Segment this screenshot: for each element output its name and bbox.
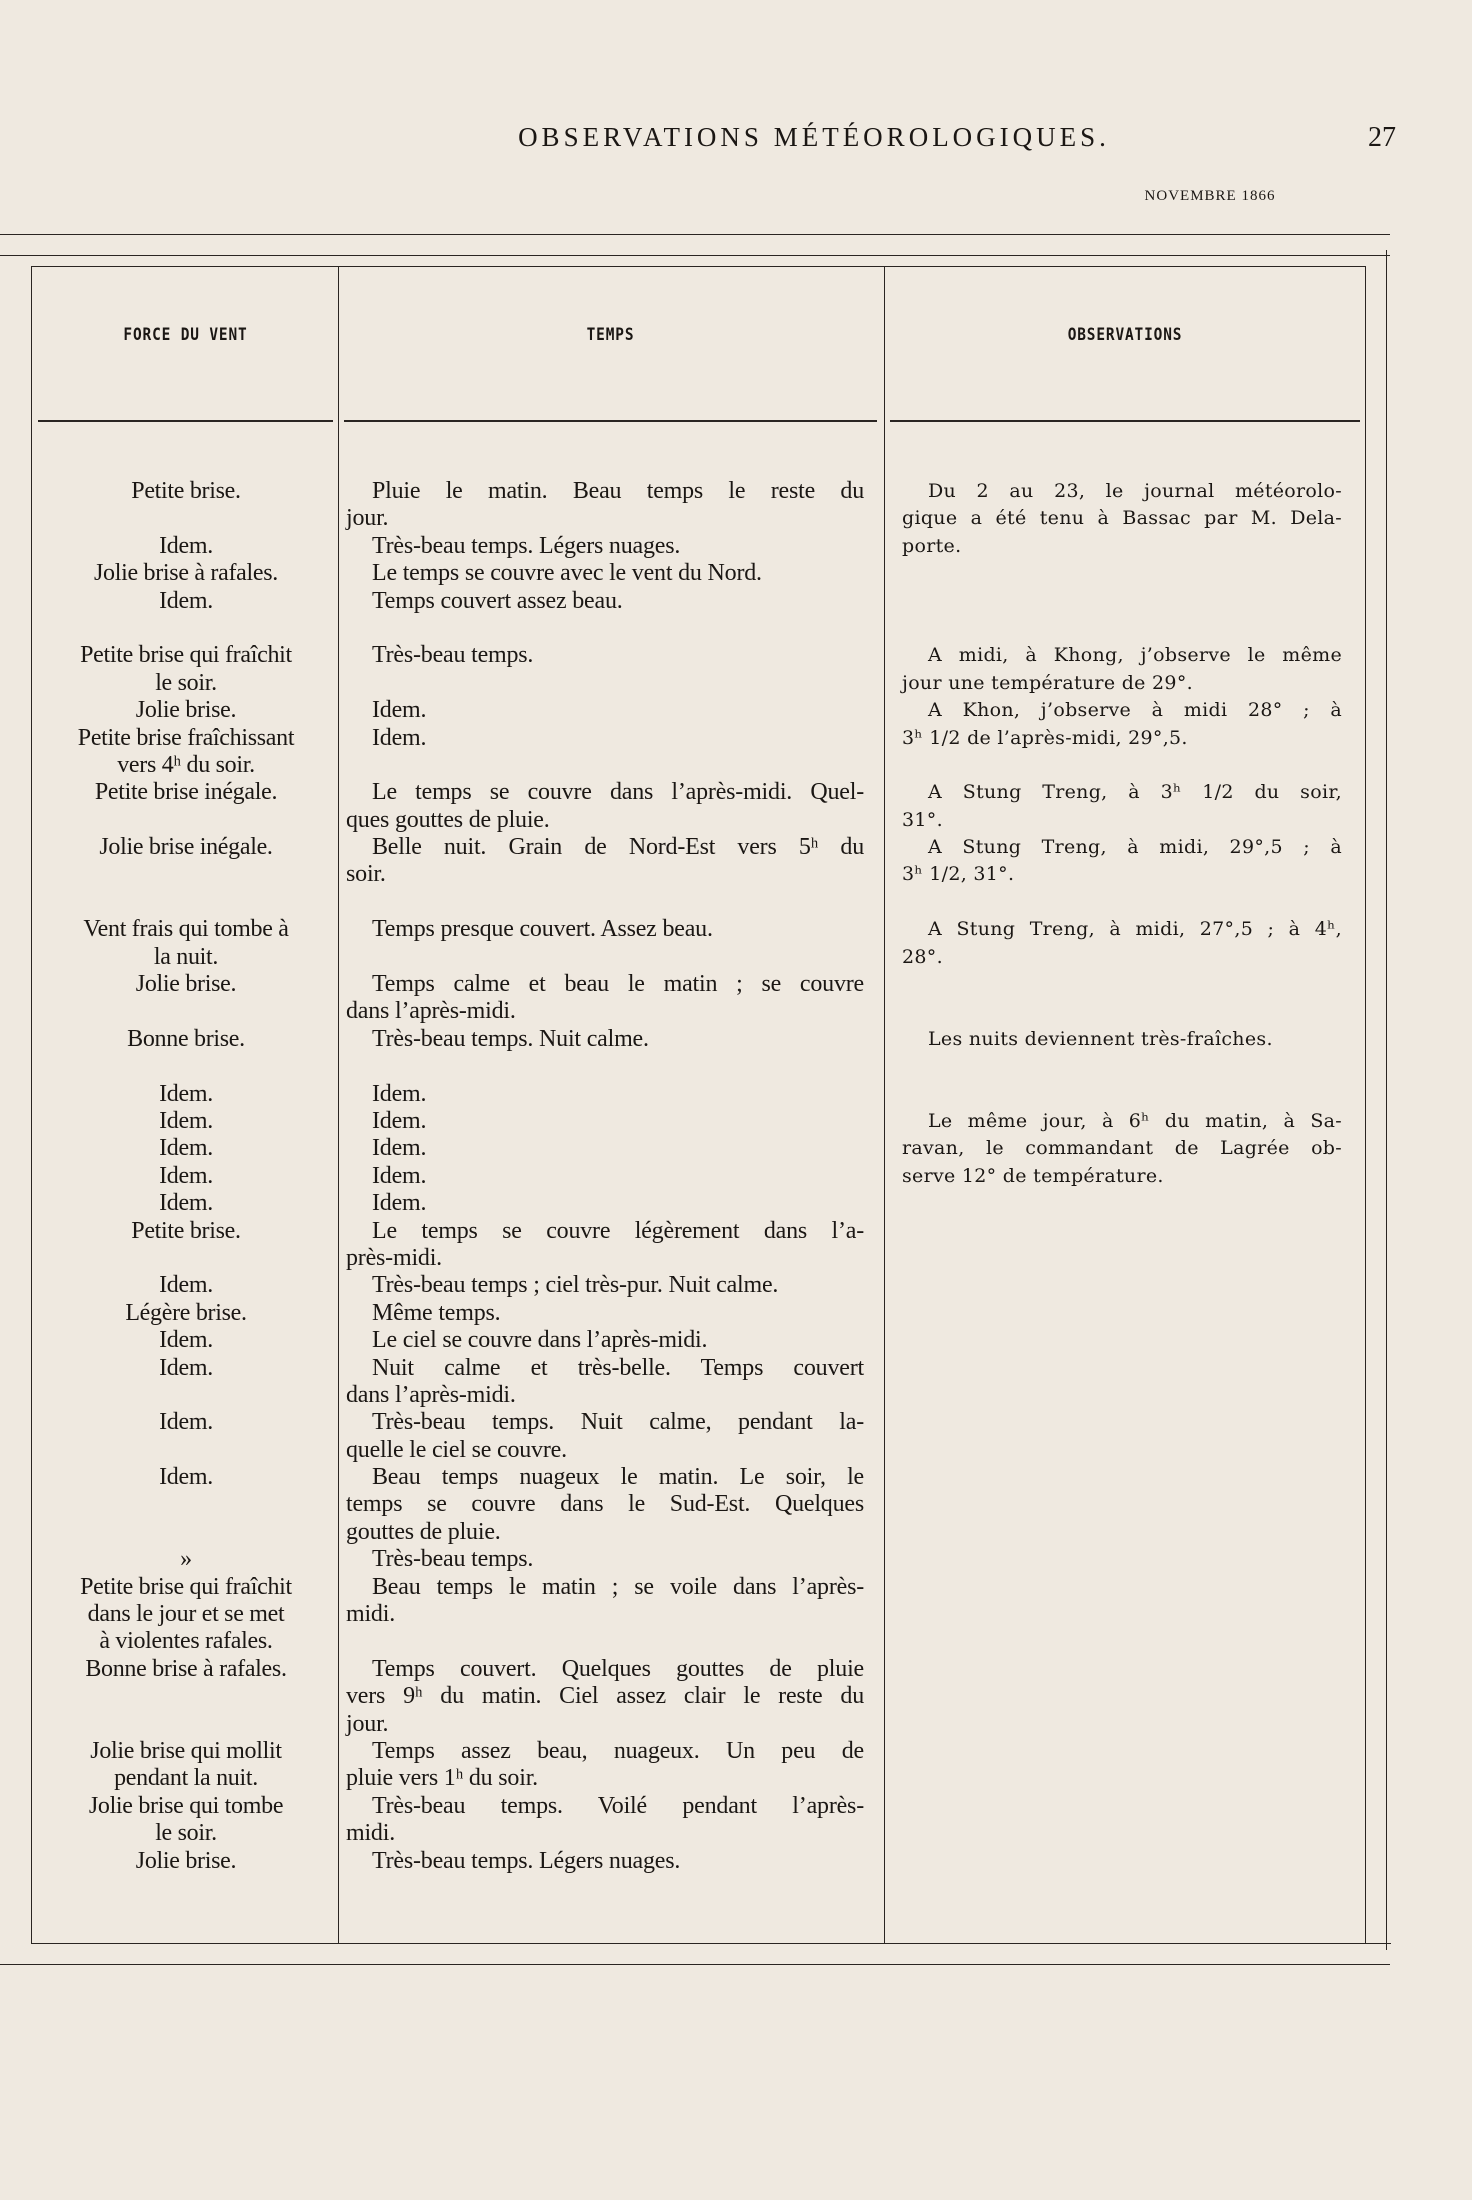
temps-line: Idem. [372,1107,427,1134]
temps-line [346,944,864,971]
temps-line: jour. [346,1710,389,1737]
observations-line: jour une température de 29°. [902,671,1193,694]
observations-line: porte. [902,534,962,557]
force-du-vent-line: dans le jour et se met [87,1601,285,1628]
temps-line: Beau temps nuageux le matin. Le soir, le [372,1464,864,1491]
force-du-vent-line [40,1382,332,1409]
temps-line: Très-beau temps. Légers nuages. [372,532,681,559]
temps-line: temps se couvre dans le Sud-Est. Quelques [346,1491,864,1518]
force-du-vent-line [40,1053,332,1080]
force-du-vent-line: Jolie brise. [135,697,237,724]
force-du-vent-line: Jolie brise à rafales. [94,560,278,587]
force-du-vent-line: Petite brise qui fraîchit [80,1573,292,1600]
temps-line: Très-beau temps. Nuit calme, pendant la- [372,1409,864,1436]
temps-line: Très-beau temps. Voilé pendant l’après- [372,1792,864,1819]
temps-line: Temps couvert assez beau. [372,587,623,614]
force-du-vent-line: Idem. [159,587,213,614]
force-du-vent-line: Jolie brise. [135,1847,237,1874]
temps-line: Le temps se couvre avec le vent du Nord. [372,560,762,587]
header-rule-2 [344,420,877,422]
temps-line: Très-beau temps. Nuit calme. [372,1025,649,1052]
header-force-du-vent: FORCE DU VENT [123,325,248,345]
force-du-vent-line: Jolie brise qui tombe [88,1792,284,1819]
table-left-border [31,266,32,1943]
force-du-vent-line: vers 4ʰ du soir. [117,751,255,778]
force-du-vent-line: Idem. [159,1464,213,1491]
force-du-vent-line [40,889,332,916]
observations-line: A Stung Treng, à 3ʰ 1/2 du soir, [928,781,1342,804]
force-du-vent-line: Petite brise. [131,1217,241,1244]
force-du-vent-line: Légère brise. [125,1299,247,1326]
observations-line: 3ʰ 1/2 de l’après-midi, 29°,5. [902,726,1188,749]
temps-line: jour. [346,505,389,532]
temps-line: près-midi. [346,1244,442,1271]
temps-line: Pluie le matin. Beau temps le reste du [372,478,864,504]
force-du-vent-line: Idem. [159,532,213,559]
temps-column [346,478,864,1875]
temps-line: Temps couvert. Quelques gouttes de pluie [372,1655,864,1682]
temps-line: soir. [346,861,386,888]
temps-line: Idem. [372,1162,427,1189]
table-bottom-border [31,1943,1391,1944]
force-du-vent-line: le soir. [155,1820,217,1847]
force-du-vent-line: Vent frais qui tombe à [83,916,289,943]
table-right-border [1365,266,1366,1943]
temps-line: Beau temps le matin ; se voile dans l’après- [372,1573,864,1600]
observations-line: ravan, le commandant de Lagrée ob- [902,1137,1342,1160]
month-heading: NOVEMBRE 1866 [1144,188,1276,204]
observations-line [902,588,1342,615]
force-du-vent-line: Petite brise. [131,478,241,504]
temps-line: Idem. [372,1190,427,1217]
temps-line: Idem. [372,1080,427,1107]
header-rule-3 [890,420,1360,422]
force-du-vent-line [40,1437,332,1464]
force-du-vent-line: la nuit. [153,943,219,970]
top-rule-2 [0,255,1390,256]
temps-line: dans l’après-midi. [346,998,516,1025]
force-du-vent-line: Idem. [159,1190,213,1217]
temps-line: gouttes de pluie. [346,1518,501,1545]
force-du-vent-column [40,478,332,1875]
observations-line [902,889,1342,916]
observations-line [902,998,1342,1025]
force-du-vent-line [40,1519,332,1546]
observations-line: 31°. [902,808,943,831]
temps-line: pluie vers 1ʰ du soir. [346,1765,538,1792]
force-du-vent-line: Bonne brise à rafales. [85,1655,287,1682]
observations-line: A Stung Treng, à midi, 29°,5 ; à [928,836,1342,859]
observations-line: 28°. [902,945,943,968]
observations-line [902,971,1342,998]
observations-line: A midi, à Khong, j’observe le même [928,644,1342,667]
page-number: 27 [1368,122,1396,153]
force-du-vent-line: Petite brise fraîchissant [77,724,295,751]
temps-line: Temps calme et beau le matin ; se couvre [372,971,864,998]
force-du-vent-line: Idem. [159,1354,213,1381]
temps-line: vers 9ʰ du matin. Ciel assez clair le reste du [346,1683,864,1710]
observations-line: gique a été tenu à Bassac par M. Dela- [902,507,1342,530]
observations-line [902,1053,1342,1080]
temps-line: Même temps. [372,1299,501,1326]
force-du-vent-line [40,807,332,834]
force-du-vent-line [40,505,332,532]
temps-line: Très-beau temps. Légers nuages. [372,1847,681,1874]
force-du-vent-line: Bonne brise. [127,1025,245,1052]
table-top-border [31,266,1366,267]
temps-line: midi. [346,1601,396,1628]
column-divider-2 [884,266,885,1943]
force-du-vent-line: Idem. [159,1409,213,1436]
header-rule-1 [38,420,333,422]
header-observations: OBSERVATIONS [1067,325,1183,345]
temps-line [346,1628,864,1655]
temps-line: Temps assez beau, nuageux. Un peu de [372,1737,864,1764]
observations-column [902,478,1342,1190]
force-du-vent-line: Petite brise qui fraîchit [80,642,292,669]
force-du-vent-line [40,1711,332,1738]
force-du-vent-line: le soir. [155,669,217,696]
observations-line [902,560,1342,587]
observations-line: Les nuits deviennent très-fraîches. [928,1027,1273,1050]
top-rule [0,234,1390,235]
observations-line [902,1081,1342,1108]
observations-line [902,615,1342,642]
force-du-vent-line: Jolie brise inégale. [99,834,273,861]
outer-right-border [1386,250,1387,1950]
force-du-vent-line: » [180,1546,192,1573]
temps-line [346,615,864,642]
force-du-vent-line [40,1245,332,1272]
temps-line: midi. [346,1820,396,1847]
force-du-vent-line: pendant la nuit. [114,1765,258,1792]
bottom-rule [0,1964,1390,1965]
force-du-vent-line: Idem. [159,1272,213,1299]
observations-line: A Stung Treng, à midi, 27°,5 ; à 4ʰ, [928,918,1342,941]
temps-line: quelle le ciel se couvre. [346,1436,567,1463]
header-temps: TEMPS [586,325,635,345]
temps-line [346,889,864,916]
observations-line: serve 12° de température. [902,1164,1164,1187]
temps-line: Idem. [372,724,427,751]
page-title: OBSERVATIONS MÉTÉOROLOGIQUES. [518,122,1110,152]
temps-line: Idem. [372,697,427,724]
temps-line: Idem. [372,1135,427,1162]
temps-line: Temps presque couvert. Assez beau. [372,916,713,943]
force-du-vent-line [40,1491,332,1518]
temps-line: Très-beau temps. [372,642,534,669]
temps-line: ques gouttes de pluie. [346,806,550,833]
temps-line: Le temps se couvre dans l’après-midi. Quel- [372,779,864,806]
force-du-vent-line: à violentes rafales. [99,1628,273,1655]
force-du-vent-line: Idem. [159,1162,213,1189]
force-du-vent-line: Idem. [159,1327,213,1354]
force-du-vent-line: Petite brise inégale. [94,779,278,806]
observations-line: A Khon, j’observe à midi 28° ; à [928,699,1342,722]
temps-line: Très-beau temps. [372,1546,534,1573]
force-du-vent-line [40,615,332,642]
force-du-vent-line: Idem. [159,1080,213,1107]
temps-line: Nuit calme et très-belle. Temps couvert [372,1354,864,1381]
force-du-vent-line [40,861,332,888]
temps-line [346,1053,864,1080]
observations-line [902,752,1342,779]
force-du-vent-line [40,1683,332,1710]
temps-line: Très-beau temps ; ciel très-pur. Nuit calme. [372,1272,779,1299]
observations-line: Du 2 au 23, le journal météorolo- [928,480,1342,502]
force-du-vent-line: Idem. [159,1107,213,1134]
force-du-vent-line [40,998,332,1025]
temps-line: dans l’après-midi. [346,1381,516,1408]
temps-line: Belle nuit. Grain de Nord-Est vers 5ʰ du [372,834,864,861]
observations-line: Le même jour, à 6ʰ du matin, à Sa- [928,1109,1342,1132]
force-du-vent-line: Idem. [159,1135,213,1162]
temps-line [346,752,864,779]
force-du-vent-line: Jolie brise. [135,971,237,998]
column-divider-1 [338,266,339,1943]
temps-line [346,670,864,697]
temps-line: Le temps se couvre légèrement dans l’a- [372,1217,864,1244]
temps-line: Le ciel se couvre dans l’après-midi. [372,1327,708,1354]
force-du-vent-line: Jolie brise qui mollit [90,1737,282,1764]
observations-line: 3ʰ 1/2, 31°. [902,863,1015,886]
